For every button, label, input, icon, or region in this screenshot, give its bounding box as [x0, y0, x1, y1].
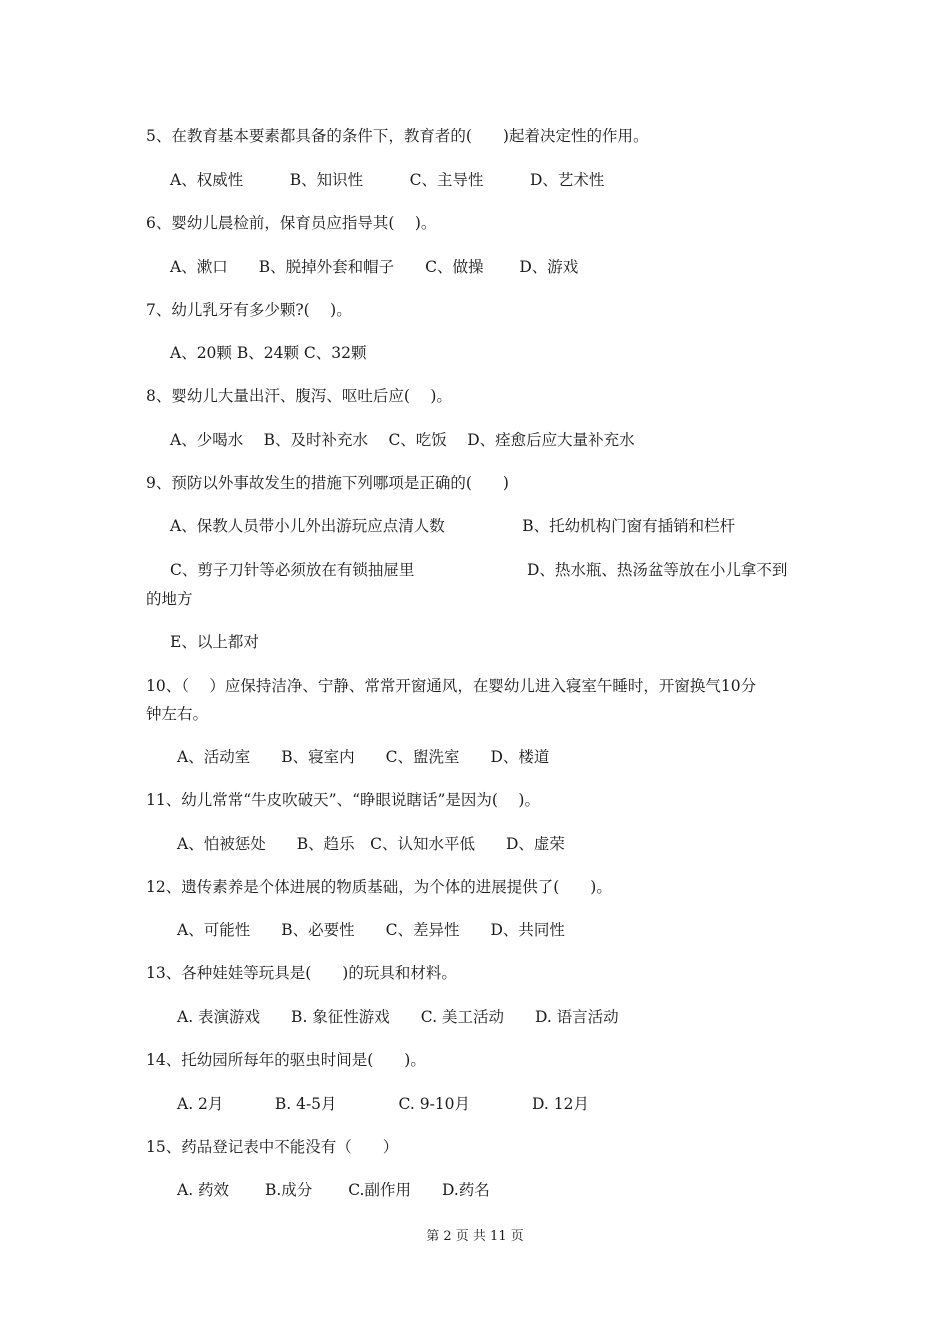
question-6-options: A、漱口 B、脱掉外套和帽子 C、做操 D、游戏	[170, 258, 579, 276]
question-5-stem: 5、在教育基本要素都具备的条件下，教育者的( )起着决定性的作用。	[146, 127, 649, 145]
question-9-option-d-continued: 的地方	[146, 590, 193, 608]
question-8-stem: 8、婴幼儿大量出汗、腹泻、呕吐后应( )。	[146, 387, 452, 405]
question-8-options: A、少喝水 B、及时补充水 C、吃饭 D、痊愈后应大量补充水	[170, 431, 635, 449]
question-13-stem: 13、各种娃娃等玩具是( )的玩具和材料。	[146, 964, 457, 982]
question-9-option-c: C、剪子刀针等必须放在有锁抽屉里	[170, 561, 415, 579]
question-10-stem: 10、（ ）应保持洁净、宁静、常常开窗通风，在婴幼儿进入寝室午睡时，开窗换气10分	[146, 677, 757, 695]
question-11-stem: 11、幼儿常常“牛皮吹破天”、“睁眼说瞎话”是因为( )。	[146, 791, 540, 809]
question-10-stem-continued: 钟左右。	[146, 705, 209, 723]
question-12-stem: 12、遗传素养是个体进展的物质基础，为个体的进展提供了( )。	[146, 878, 612, 896]
page-footer: 第 2 页 共 11 页	[426, 1229, 524, 1244]
question-10-options: A、活动室 B、寝室内 C、盥洗室 D、楼道	[177, 748, 550, 766]
question-9-stem: 9、预防以外事故发生的措施下列哪项是正确的( )	[146, 474, 509, 492]
question-9-option-e: E、以上都对	[170, 633, 259, 651]
question-14-stem: 14、托幼园所每年的驱虫时间是( )。	[146, 1051, 426, 1069]
question-13-options: A. 表演游戏 B. 象征性游戏 C. 美工活动 D. 语言活动	[177, 1008, 619, 1026]
question-5-options: A、权威性 B、知识性 C、主导性 D、艺术性	[170, 171, 605, 189]
question-6-stem: 6、婴幼儿晨检前，保育员应指导其( )。	[146, 214, 437, 232]
question-9-option-d: D、热水瓶、热汤盆等放在小儿拿不到	[527, 561, 788, 579]
question-9-options-row-1: A、保教人员带小儿外出游玩应点清人数 B、托幼机构门窗有插销和栏杆	[170, 517, 736, 535]
question-7-stem: 7、幼儿乳牙有多少颗?( )。	[146, 301, 352, 319]
question-14-options: A. 2月 B. 4-5月 C. 9-10月 D. 12月	[177, 1095, 589, 1113]
question-15-options: A. 药效 B.成分 C.副作用 D.药名	[177, 1181, 490, 1199]
question-15-stem: 15、药品登记表中不能没有（ ）	[146, 1138, 399, 1156]
question-11-options: A、怕被惩处 B、趋乐 C、认知水平低 D、虚荣	[177, 835, 565, 853]
question-7-options: A、20颗 B、24颗 C、32颗	[170, 344, 367, 362]
question-12-options: A、可能性 B、必要性 C、差异性 D、共同性	[177, 921, 565, 939]
